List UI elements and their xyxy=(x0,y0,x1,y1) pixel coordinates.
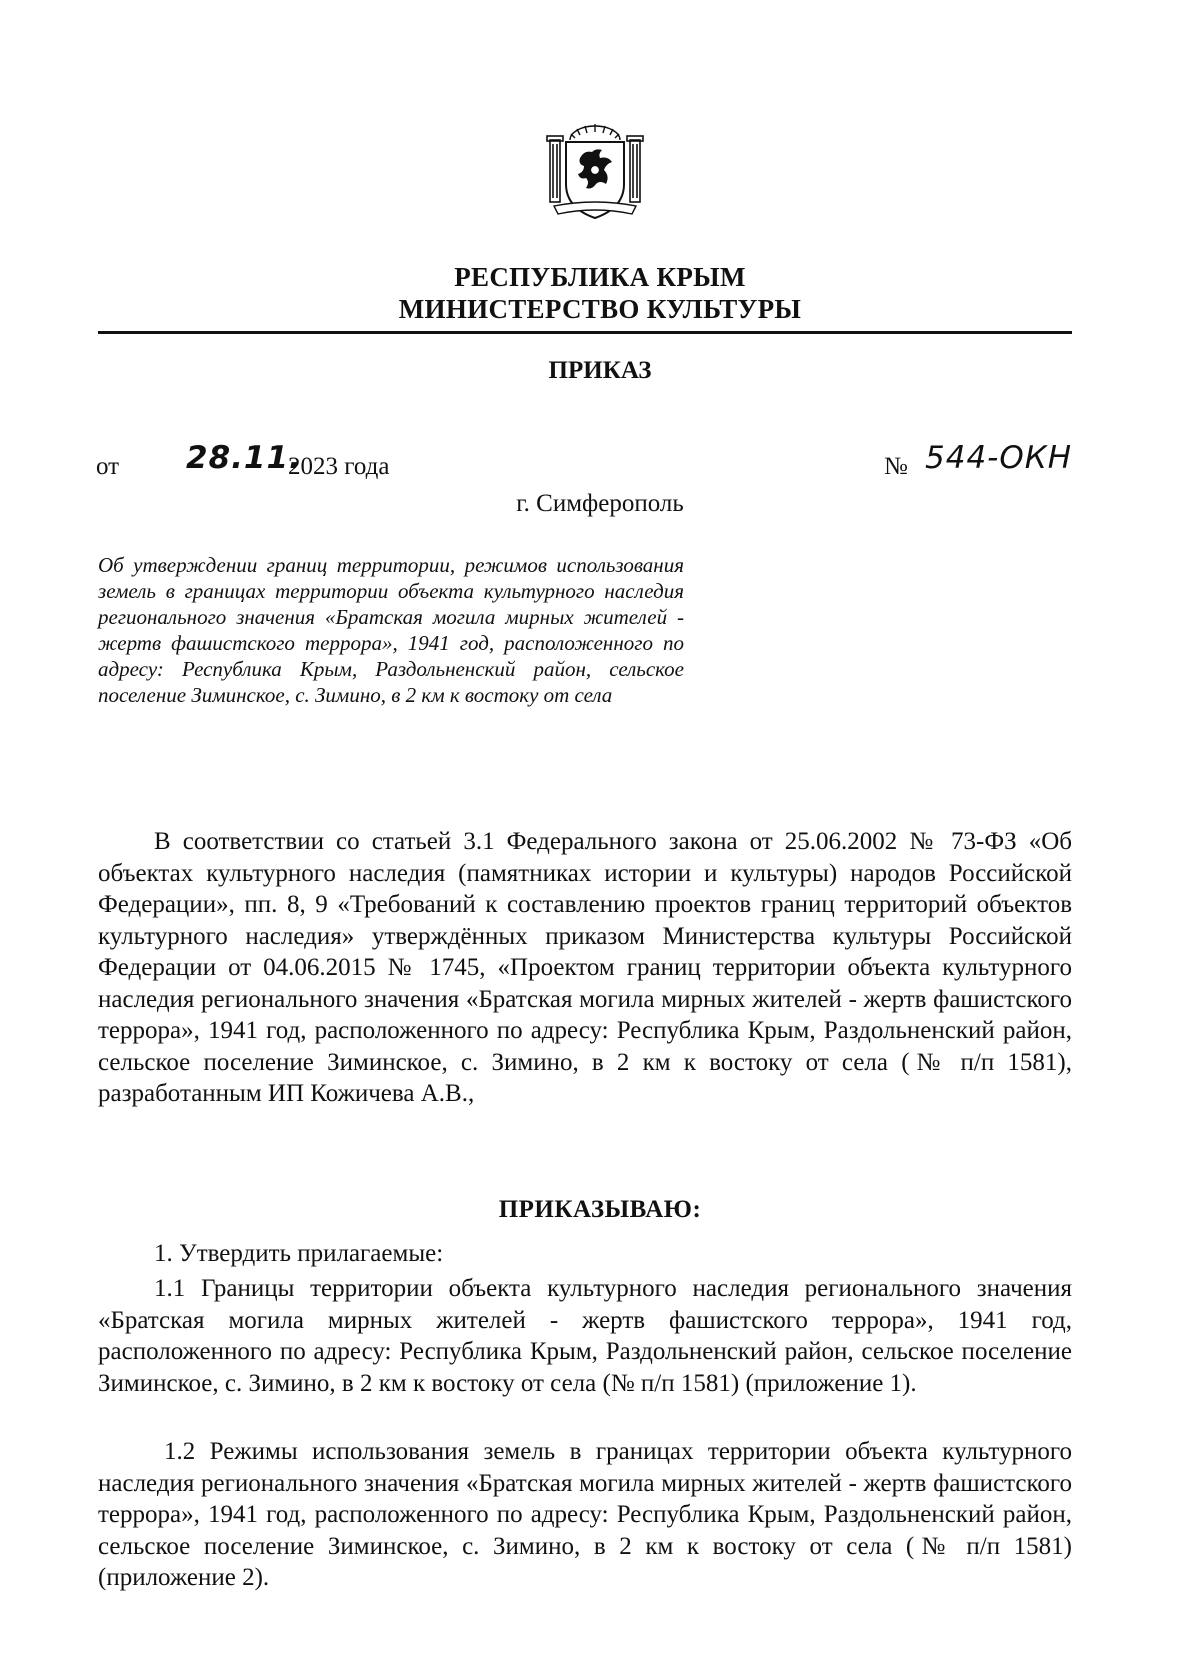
order-subject: Об утверждении границ территории, режимов использования земель в границах территории объекта культурного наследия регионального значения «Братская могила мирных жителей - жертв фашистского террора», 1941 год, расположенного по адресу: Республика Крым, Раздольненский район, сельское поселение Зиминское, с. Зимино, в 2 км к востоку от села xyxy=(98,553,684,707)
preamble-paragraph: В соответствии со статьей 3.1 Федерального закона от 25.06.2002 № 73-ФЗ «Об объектах культурного наследия (памятниках истории и культуры) народов Российской Федерации», пп. 8, 9 «Требований к составлению проектов границ территорий объектов культурного наследия» утверждённых приказом Министерства культуры Российской Федерации от 04.06.2015 № 1745, «Проектом границ территории объекта культурного наследия регионального значения «Братская могила мирных жителей - жертв фашистского террора», 1941 год, расположенного по адресу: Республика Крым, Раздольненский район, сельское поселение Зиминское, с. Зимино, в 2 км к востоку от села (№ п/п 1581), разработанным ИП Кожичева А.В., xyxy=(98,828,1072,1107)
city-line: г. Симферополь xyxy=(516,490,684,517)
item-1-1: 1.1 Границы территории объекта культурного наследия регионального значения «Братская могила мирных жителей - жертв фашистского террора», 1941 год, расположенного по адресу: Республика Крым, Раздольненский район, сельское поселение Зиминское, с. Зимино, в 2 км к востоку от села (№ п/п 1581) (приложение 1). xyxy=(98,1275,1072,1397)
order-title: ПРИКАЗ xyxy=(548,357,652,384)
republic-heading: РЕСПУБЛИКА КРЫМ xyxy=(454,262,746,292)
date-from-label: от xyxy=(96,453,120,480)
handwritten-date: 28.11. xyxy=(186,440,302,476)
decree-heading: ПРИКАЗЫВАЮ: xyxy=(498,1196,702,1223)
number-sign: № xyxy=(884,453,908,480)
header-divider xyxy=(98,331,1072,334)
item-1-2: 1.2 Режимы использования земель в границах территории объекта культурного наследия регионального значения «Братская могила мирных жителей - жертв фашистского террора», 1941 год, расположенного по адресу: Республика Крым, Раздольненский район, сельское поселение Зиминское, с. Зимино, в 2 км к востоку от села (№ п/п 1581) (приложение 2). xyxy=(98,1438,1072,1591)
handwritten-order-number: 544-ОКН xyxy=(925,440,1073,476)
ministry-heading: МИНИСТЕРСТВО КУЛЬТУРЫ xyxy=(398,294,802,324)
order-year: 2023 года xyxy=(288,453,390,480)
coat-of-arms-icon xyxy=(540,118,650,226)
item-1: 1. Утвердить прилагаемые: xyxy=(154,1240,444,1267)
